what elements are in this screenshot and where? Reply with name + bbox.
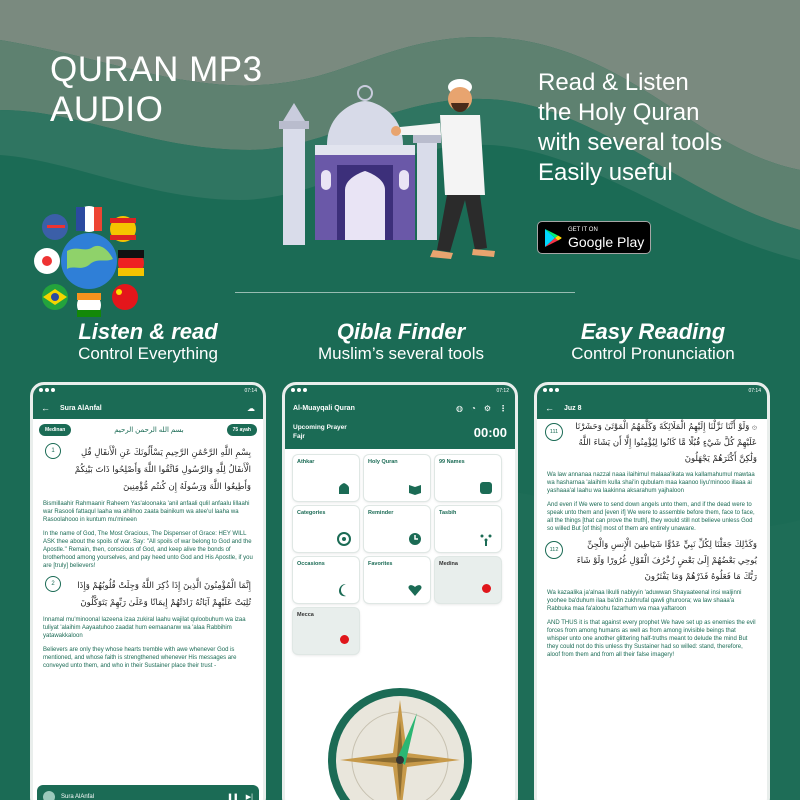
quran-book-icon [408, 481, 422, 495]
star-pattern-icon [337, 532, 351, 546]
phone-listen-screen [30, 382, 266, 800]
status-icons [291, 388, 309, 394]
google-play-icon [544, 228, 562, 248]
screen-title: Juz 8 [564, 404, 582, 412]
location-dot-icon [340, 635, 349, 644]
badge-small-text: GET IT ON [568, 227, 598, 233]
status-icons [543, 388, 561, 394]
location-dot-icon [482, 584, 491, 593]
tagline-line: Easily useful [538, 159, 673, 186]
feature-title: Listen & read [78, 319, 218, 344]
prayer-label: Upcoming Prayer [293, 424, 347, 431]
prayer-name: Fajr [293, 433, 305, 440]
app-bar [285, 397, 515, 419]
google-play-badge[interactable] [537, 221, 651, 254]
screen-title: Al-Muayqali Quran [293, 404, 355, 412]
cloud-download-icon[interactable]: ☁ [247, 403, 255, 413]
app-title-line1: QURAN MP3 [50, 50, 263, 89]
status-time: 07:12 [496, 388, 509, 394]
status-bar [537, 385, 767, 397]
tagline [538, 68, 722, 188]
revelation-pill: Medinan [39, 424, 71, 436]
tile-medina[interactable] [435, 557, 501, 603]
tile-favorites[interactable] [364, 557, 430, 603]
tile-athkar[interactable] [293, 455, 359, 501]
prayer-countdown: 00:00 [473, 425, 507, 440]
settings-icon[interactable]: ⚙ [483, 403, 491, 413]
verse-transliteration: Innamal mu'minoonal lazeena izaa zukiral laahu wajilat quloobuhum wa izaa tuliyat 'alaihim Aayaatuhoo zaadat hum eemaananw wa 'alaa Rabbihim yatawakkaloon [43, 617, 246, 639]
mosque-icon [337, 481, 351, 495]
upcoming-prayer-card [285, 419, 515, 449]
verse-arabic: إِنَّمَا الْمُؤْمِنُونَ الَّذِينَ إِذَا ذُكِرَ اللَّهُ وَجِلَتْ قُلُوبُهُمْ وَإِذَا تُلِيَتْ عَلَيْهِمْ آيَاتُهُ زَادَتْهُمْ إِيمَانًا وَعَلَىٰ رَبِّهِمْ يَتَوَكَّلُونَ [77, 581, 251, 608]
app-bar [33, 397, 263, 419]
more-icon[interactable]: ⋮ [499, 403, 507, 413]
verse-transliteration: Bismillaahir Rahmaanir Raheem Yas'aloonaka 'anil anfaali qulil anfaalu lillaahi war Rasooli fattaqul laaha wa ahlihoo zaata bainikum wa atee'ul laaha wa Rasoolahooo in kuntum mu'mineen [43, 501, 250, 523]
bismillah-header: بسم الله الرحمن الرحيم [114, 427, 184, 434]
tagline-line: Read & Listen [538, 69, 689, 96]
verse-number: 1 [45, 443, 61, 459]
tasbih-beads-icon [479, 532, 493, 546]
tile-occasions[interactable] [293, 557, 359, 603]
tile-categories[interactable] [293, 506, 359, 552]
app-title-line2: AUDIO [50, 90, 164, 129]
flag-china-icon [112, 284, 138, 310]
feature-grid [285, 449, 515, 660]
qibla-compass[interactable] [325, 685, 475, 800]
language-flags-globe [33, 205, 145, 317]
verse-number: 112 [545, 541, 563, 559]
phone-reading-screen [534, 382, 770, 800]
tile-label: Medina [439, 561, 458, 567]
verse-translation: And even if We were to send down angels unto them, and if the dead were to speak unto them and [even if] We were to assemble before them, face to face, all the things [that can prove the truth], they would still not believe unless God so willed But [of this] most of them are entirely unaware. [547, 502, 755, 532]
verse-translation: Believers are only they whose hearts tremble with awe whenever God is mentioned, and whose faith is strengthened whenever His messages are conveyed unto them, and who in their Sustainer place their trust - [43, 647, 237, 669]
feature-reading [538, 320, 768, 364]
tile-label: Tasbih [439, 510, 457, 516]
tile-label: Categories [297, 510, 326, 516]
mini-player[interactable] [37, 785, 259, 800]
badge-big-text: Google Play [568, 234, 645, 250]
heart-icon [408, 583, 422, 597]
tile-label: 99 Names [439, 459, 465, 465]
feature-subtitle: Control Pronunciation [571, 344, 735, 363]
status-icons [39, 388, 57, 394]
feature-title: Qibla Finder [336, 319, 466, 344]
player-title: Sura AlAnfal [61, 794, 95, 800]
tile-label: Mecca [297, 612, 314, 618]
app-bar [537, 397, 767, 419]
album-art-icon [43, 791, 55, 800]
verse-translation: In the name of God, The Most Gracious, The Dispenser of Grace: HEY WILL ASK thee about the spoils of war. Say: "All spoils of war belong to God and the Apostle." Remain, then, conscious of God, and keep alive the bonds of brotherhood among yourselves, and pay heed unto God and His Apostle, if you are [truly] believers! [43, 531, 253, 569]
feature-subtitle: Muslim’s several tools [318, 344, 484, 363]
clock-icon [408, 532, 422, 546]
back-arrow-icon[interactable]: ← [41, 403, 50, 413]
verse-transliteration: Wa law annanaa nazzal naaa ilaihimul malaaa'ikata wa kallamahumul mawtaa wa hasharnaa 'alaihim kulla shai'in qubulam maa kaanoo liyu'minooo illaaa ai yashaaa'al laahu wa laakinna aksarahum yajhaloon [547, 472, 755, 494]
tile-label: Athkar [297, 459, 315, 465]
timer-icon[interactable]: ◔ [470, 403, 476, 413]
phone-qibla-screen [282, 382, 518, 800]
calligraphy-icon [479, 481, 493, 495]
verse-arabic: ۞ وَلَوْ أَنَّنَا نَزَّلْنَا إِلَيْهِمُ الْمَلَائِكَةَ وَكَلَّمَهُمُ الْمَوْتَىٰ وَحَشَرْنَا عَلَيْهِمْ كُلَّ شَيْءٍ قُبُلًا مَّا كَانُوا لِيُؤْمِنُوا إِلَّا أَن يَشَاءَ اللَّهُ وَلَٰكِنَّ أَكْثَرَهُمْ يَجْهَلُونَ [575, 422, 757, 464]
pause-icon[interactable]: ❚❚ [227, 794, 239, 800]
globe-icon[interactable]: ◍ [456, 403, 463, 413]
app-title [50, 50, 263, 130]
tagline-line: with several tools [538, 129, 723, 156]
verse-translation: AND THUS it is that against every prophet We have set up as enemies the evil forces from among humans as well as from among invisible beings that whisper unto one another glittering half-truths meant to delude the mind But they could not do this unless thy Sustainer had so willed: stand, therefore, aloof from them and from all their false imagery! [547, 620, 756, 658]
tile-99-names[interactable] [435, 455, 501, 501]
status-bar [285, 385, 515, 397]
tagline-line: the Holy Quran [538, 99, 700, 126]
verse-transliteration: Wa kazaalika ja'alnaa likulli nabiyyin 'aduwwan Shayaateenal insi waljinni yoohee ba'duhum ilaa ba'din zukhrufal qawli ghuroora; wa law shaaa'a Rabbuka maa fa'aloohu fazarhum wa maa yaftaroon [547, 590, 742, 612]
tile-label: Holy Quran [368, 459, 398, 465]
screen-title: Sura AlAnfal [60, 404, 102, 412]
feature-listen [33, 320, 263, 364]
verse-number: 2 [45, 576, 61, 592]
verse-arabic: بِسْمِ اللَّهِ الرَّحْمَٰنِ الرَّحِيمِ يَسْأَلُونَكَ عَنِ الْأَنفَالِ قُلِ الْأَنفَالُ لِلَّهِ وَالرَّسُولِ فَاتَّقُوا اللَّهَ وَأَصْلِحُوا ذَاتَ بَيْنِكُمْ وَأَطِيعُوا اللَّهَ وَرَسُولَهُ إِن كُنتُم مُّؤْمِنِينَ [74, 448, 251, 492]
section-divider [235, 292, 575, 293]
status-bar [33, 385, 263, 397]
feature-title: Easy Reading [580, 319, 726, 344]
back-arrow-icon[interactable]: ← [545, 403, 554, 413]
tile-reminder[interactable] [364, 506, 430, 552]
sura-header [33, 419, 263, 441]
verse-arabic: وَكَذَٰلِكَ جَعَلْنَا لِكُلِّ نَبِيٍّ عَدُوًّا شَيَاطِينَ الْإِنسِ وَالْجِنِّ يُوحِي بَعْضُهُمْ إِلَىٰ بَعْضٍ زُخْرُفَ الْقَوْلِ غُرُورًا وَلَوْ شَاءَ رَبُّكَ مَا فَعَلُوهُ فَذَرْهُمْ وَمَا يَفْتَرُونَ [576, 540, 757, 582]
tile-label: Favorites [368, 561, 393, 567]
mosque-illustration [275, 65, 525, 270]
status-time: 07:14 [748, 388, 761, 394]
verse-number: 111 [545, 423, 563, 441]
next-icon[interactable]: ▶| [245, 794, 253, 800]
ayah-count-pill: 75 ayah [227, 424, 257, 436]
feature-qibla [286, 320, 516, 364]
tile-label: Reminder [368, 510, 394, 516]
tile-holy-quran[interactable] [364, 455, 430, 501]
feature-subtitle: Control Everything [78, 344, 218, 363]
tile-tasbih[interactable] [435, 506, 501, 552]
status-time: 07:14 [244, 388, 257, 394]
crescent-icon [337, 583, 351, 597]
tile-mecca[interactable] [293, 608, 359, 654]
tile-label: Occasions [297, 561, 325, 567]
